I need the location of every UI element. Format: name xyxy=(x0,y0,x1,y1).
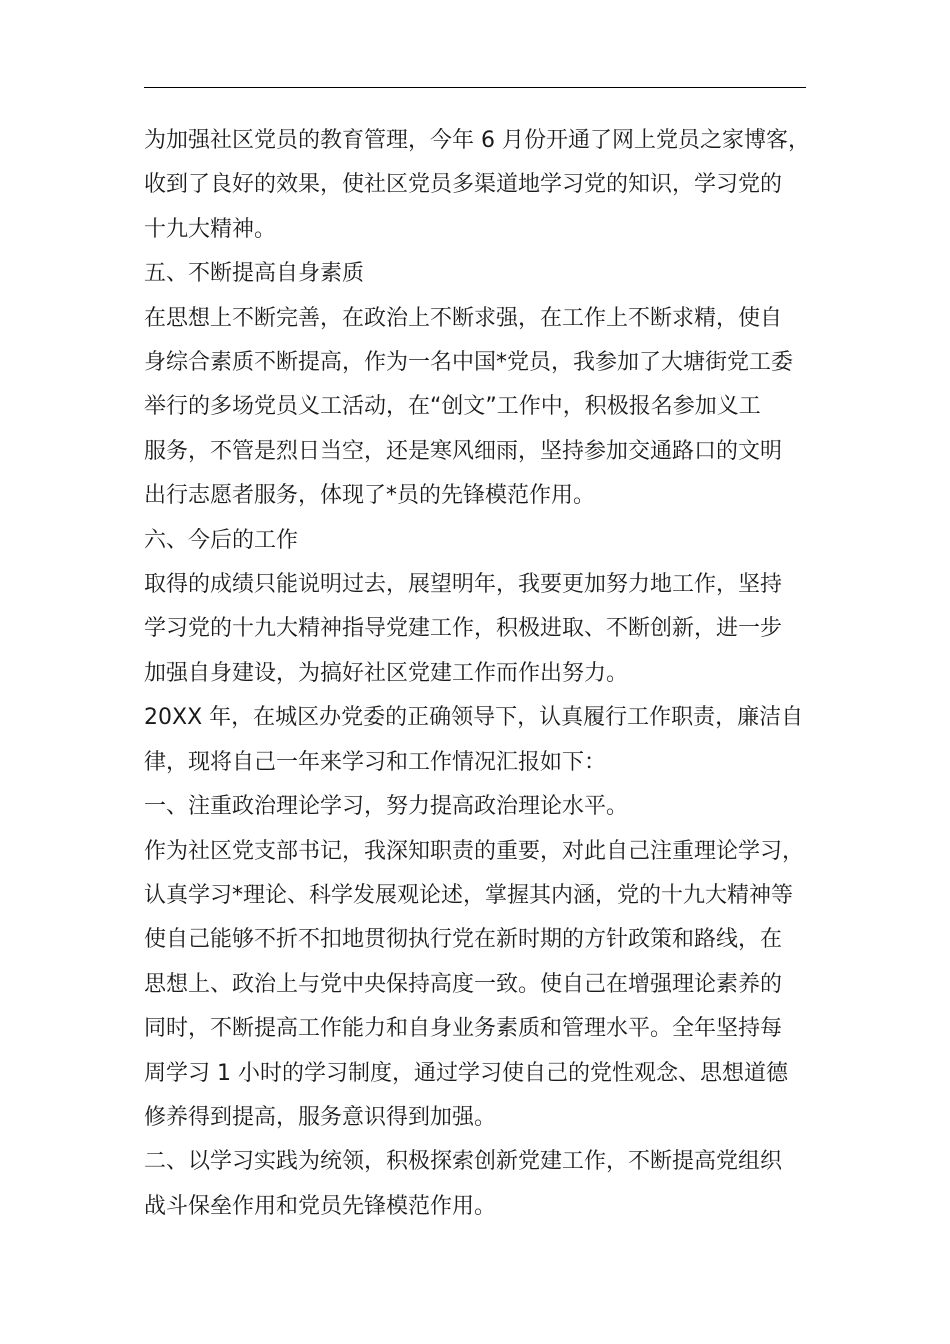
text-line: 为加强社区党员的教育管理，今年 6 月份开通了网上党员之家博客， xyxy=(144,128,810,153)
text-line: 收到了良好的效果，使社区党员多渠道地学习党的知识，学习党的 xyxy=(144,172,783,198)
section-heading xyxy=(144,252,806,296)
text-line: 律，现将自己一年来学习和工作情况汇报如下： xyxy=(144,749,607,775)
text-line: 六、今后的工作 xyxy=(144,527,299,553)
text-line: 战斗保垒作用和党员先锋模范作用。 xyxy=(144,1193,497,1219)
text-line: 服务，不管是烈日当空，还是寒风细雨，坚持参加交通路口的文明 xyxy=(144,438,783,464)
text-line: 周学习 1 小时的学习制度，通过学习使自己的党性观念、思想道德 xyxy=(144,1060,788,1086)
body-paragraph xyxy=(144,119,810,252)
text-line: 一、注重政治理论学习，努力提高政治理论水平。 xyxy=(144,794,629,820)
text-line: 同时，不断提高工作能力和自身业务素质和管理水平。全年坚持每 xyxy=(144,1016,783,1042)
body-paragraph xyxy=(144,563,806,696)
text-line: 使自己能够不折不扣地贯彻执行党在新时期的方针政策和路线，在 xyxy=(144,927,783,953)
text-line: 加强自身建设，为搞好社区党建工作而作出努力。 xyxy=(144,660,629,686)
text-line: 身综合素质不断提高，作为一名中国*党员，我参加了大塘街党工委 xyxy=(144,350,794,376)
text-line: 认真学习*理论、科学发展观论述，掌握其内涵，党的十九大精神等 xyxy=(144,882,794,908)
text-line: 在思想上不断完善，在政治上不断求强，在工作上不断求精，使自 xyxy=(144,305,783,331)
document-body xyxy=(144,119,810,1229)
body-paragraph xyxy=(144,297,806,519)
text-line: 20XX 年，在城区办党委的正确领导下，认真履行工作职责，廉洁自 xyxy=(144,705,804,731)
section-heading xyxy=(144,519,806,563)
section-heading xyxy=(144,1140,806,1229)
text-line: 作为社区党支部书记，我深知职责的重要，对此自己注重理论学习， xyxy=(144,838,805,864)
text-line: 举行的多场党员义工活动，在“创文”工作中，积极报名参加义工 xyxy=(144,394,761,420)
text-line: 思想上、政治上与党中央保持高度一致。使自己在增强理论素养的 xyxy=(144,971,783,997)
text-line: 学习党的十九大精神指导党建工作，积极进取、不断创新，进一步 xyxy=(144,616,783,642)
text-line: 十九大精神。 xyxy=(144,216,277,242)
text-line: 修养得到提高，服务意识得到加强。 xyxy=(144,1104,497,1130)
text-line: 二、以学习实践为统领，积极探索创新党建工作，不断提高党组织 xyxy=(144,1149,783,1175)
body-paragraph xyxy=(144,830,806,1141)
text-line: 出行志愿者服务，体现了*员的先锋模范作用。 xyxy=(144,483,596,509)
header-rule xyxy=(144,87,806,88)
text-line: 取得的成绩只能说明过去，展望明年，我要更加努力地工作，坚持 xyxy=(144,572,783,598)
section-heading xyxy=(144,785,806,829)
body-paragraph xyxy=(144,696,806,785)
text-line: 五、不断提高自身素质 xyxy=(144,261,365,287)
